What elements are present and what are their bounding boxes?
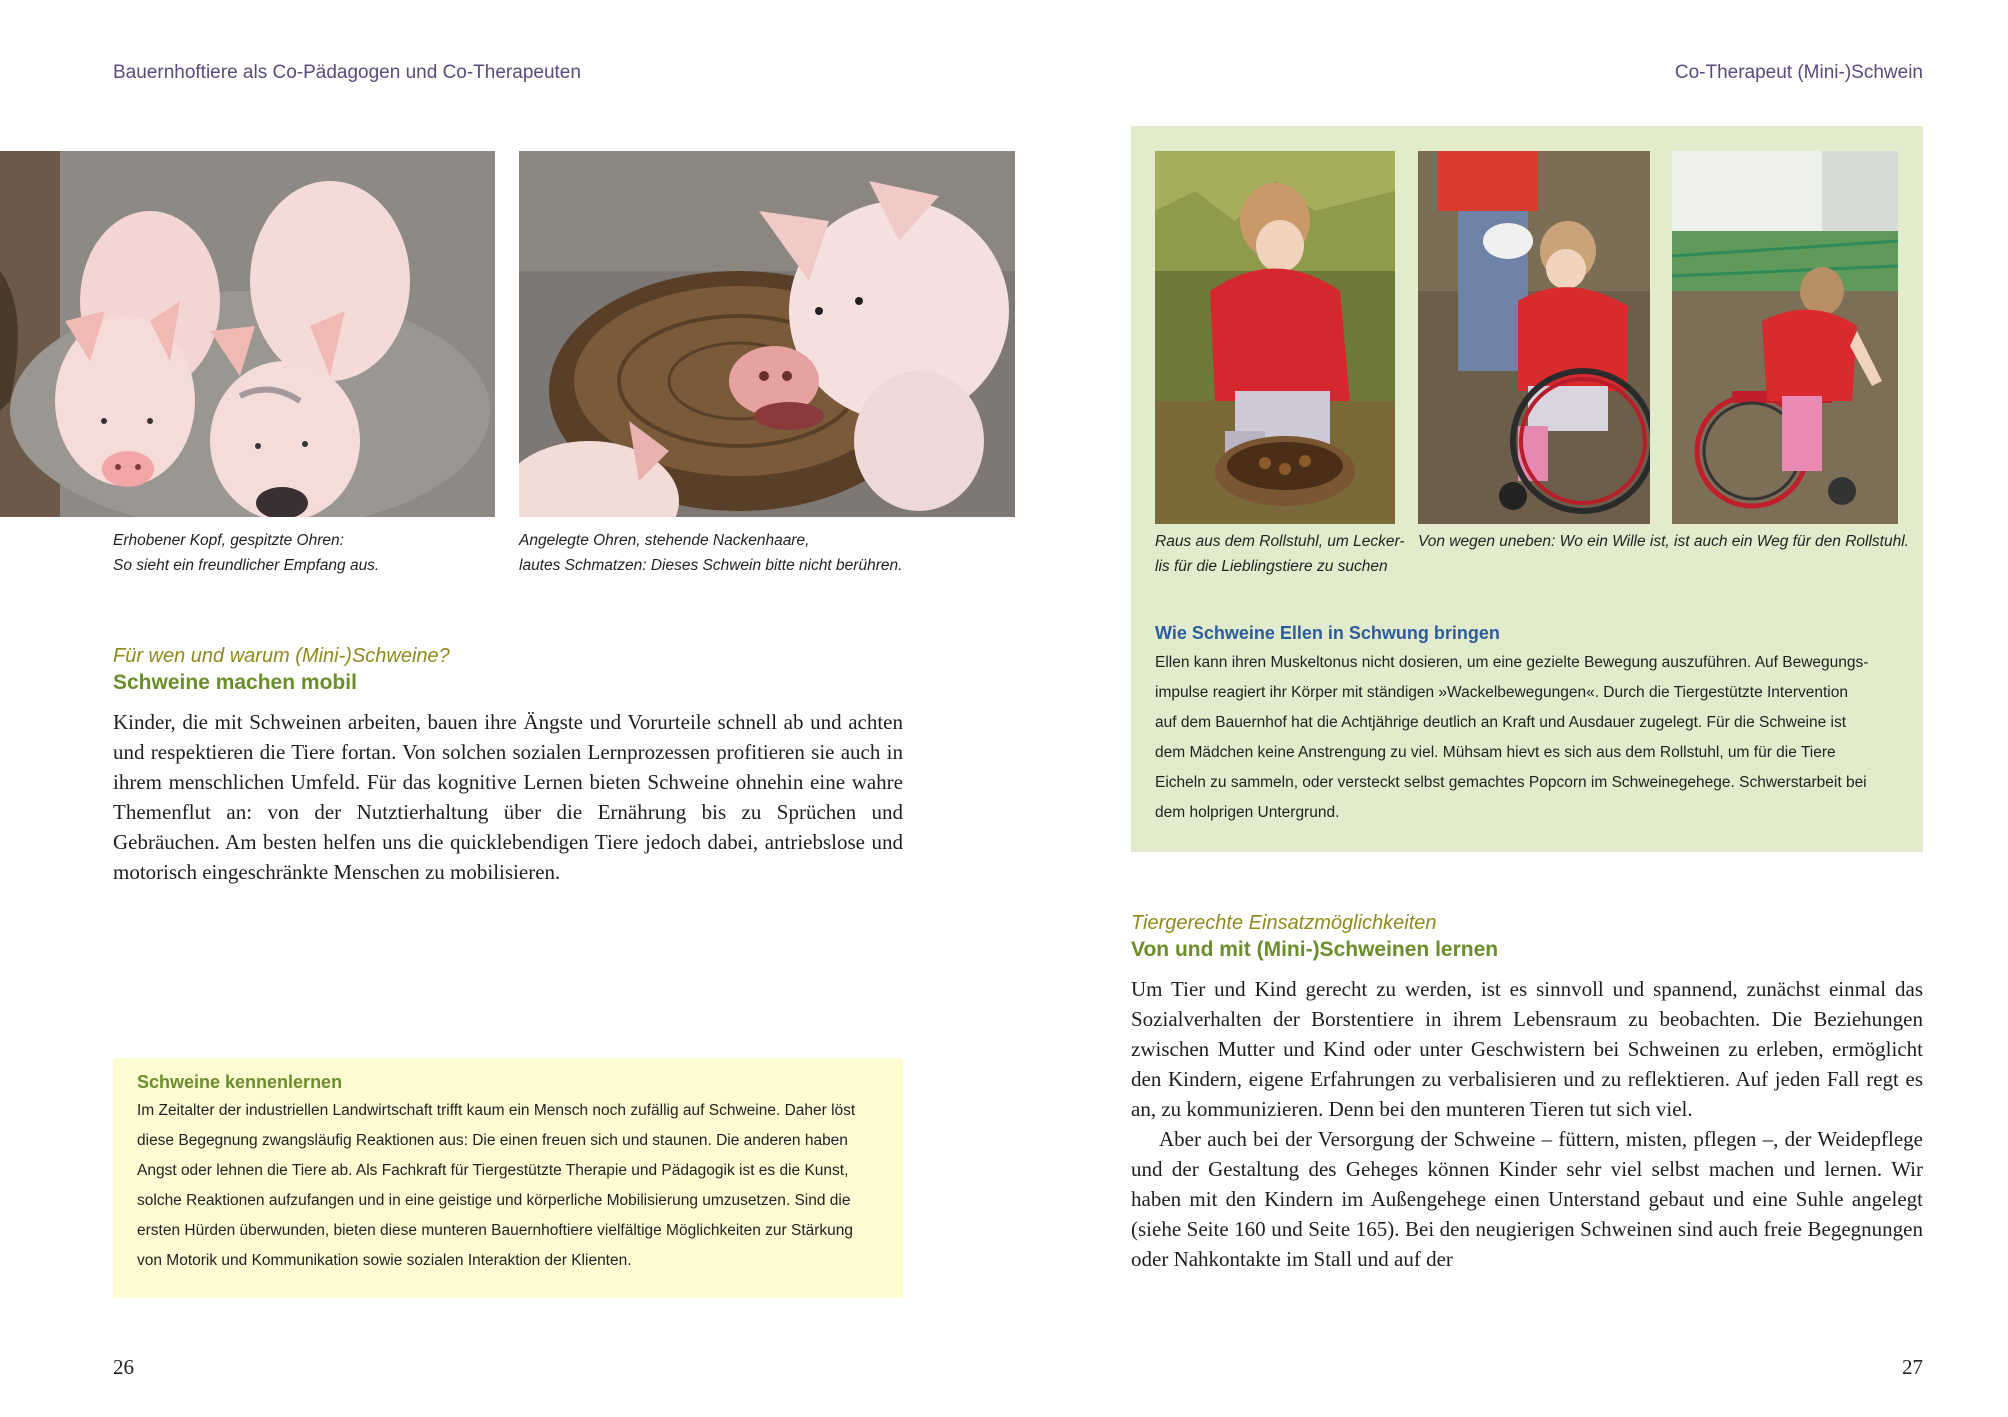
green-box-text [1155,648,1868,828]
caption-two-piglets [113,528,379,578]
info-box-line: ersten Hürden überwunden, bieten diese munteren Bauernhoftiere vielfältige Möglichkeiten zur Stärkung [137,1222,854,1239]
caption-line: lis für die Lieblingstiere zu suchen [1155,558,1388,575]
photo-two-piglets [0,151,495,517]
info-box-line: Im Zeitalter der industriellen Landwirtschaft trifft kaum ein Mensch noch zufällig auf Schweine. Daher löst [137,1102,856,1119]
green-box-line: Eicheln zu sammeln, oder versteckt selbst gemachtes Popcorn im Schweinegehege. Schwerstarbeit bei [1155,774,1867,791]
caption-line: Raus aus dem Rollstuhl, um Lecker- [1155,533,1405,550]
section-heading-right: Von und mit (Mini-)Schweinen lernen [1131,938,1499,961]
caption-line: lautes Schmatzen: Dieses Schwein bitte nicht berühren. [519,557,903,574]
caption-line: Angelegte Ohren, stehende Nackenhaare, [519,532,810,549]
section-kicker-right: Tiergerechte Einsatzmöglichkeiten [1131,912,1437,934]
page-number-left: 26 [113,1355,134,1379]
caption-girl-collecting [1155,529,1405,579]
page-number-right: 27 [1902,1355,1923,1379]
caption-wheelchair [1418,529,1909,554]
photo-girl-wheelchair-ground [1672,151,1898,524]
green-box-title: Wie Schweine Ellen in Schwung bringen [1155,623,1500,643]
section-kicker: Für wen und warum (Mini-)Schweine? [113,645,450,667]
caption-line: So sieht ein freundlicher Empfang aus. [113,557,380,574]
running-head-right: Co-Therapeut (Mini-)Schwein [1674,62,1923,83]
green-box-line: auf dem Bauernhof hat die Achtjährige deutlich an Kraft und Ausdauer zugelegt. Für die Schweine ist [1155,714,1847,731]
right-page [1004,0,2008,1417]
green-feature-box [1131,126,1923,852]
info-box-schweine-kennenlernen [113,1058,903,1298]
green-box-line: impulse reagiert ihr Körper mit ständigen »Wackelbewegungen«. Durch die Tiergestützte Intervention [1155,684,1848,701]
green-box-line: dem Mädchen keine Anstrengung zu viel. Mühsam hievt es sich aus dem Rollstuhl, um für die Tiere [1155,744,1836,761]
section-heading: Schweine machen mobil [113,671,357,694]
photo-girl-wheelchair-feeding [1418,151,1650,524]
caption-line: Erhobener Kopf, gespitzte Ohren: [113,532,344,549]
green-box-line: Ellen kann ihren Muskeltonus nicht dosieren, um eine gezielte Bewegung auszuführen. Auf Bewegungs- [1155,654,1869,671]
info-box-line: Angst oder lehnen die Tiere ab. Als Fachkraft für Tiergestützte Therapie und Pädagogik ist es die Kunst, [137,1162,849,1179]
photo-piglet-on-stump [519,151,1015,517]
info-box-line: diese Begegnung zwangsläufig Reaktionen aus: Die einen freuen sich und staunen. Die anderen haben [137,1132,848,1149]
body-text-right [1131,974,1923,1274]
body-paragraph: Aber auch bei der Versorgung der Schweine – füttern, misten, pflegen –, der Weidepflege und der Gestaltung des Geheges können Kinder sehr viel selbst machen und lernen. Wir haben mit den Kindern im Außengehege einen Unterstand gebaut und eine Suhle angelegt (siehe Seite 160 und Seite 165). Bei den neugierigen Schweinen sind auch freie Begegnungen oder Nahkontakte im Stall und auf der [1131,1127,1923,1271]
photo-girl-collecting-acorns [1155,151,1395,524]
caption-line: Von wegen uneben: Wo ein Wille ist, ist auch ein Weg für den Rollstuhl. [1418,533,1909,550]
body-paragraph: Um Tier und Kind gerecht zu werden, ist es sinnvoll und spannend, zunächst einmal das Sozialverhalten der Borstentiere in ihrem Lebensraum zu beobachten. Die Beziehungen zwischen Mutter und Kind oder unter Geschwistern bei Schweinen zu erleben, ermöglicht den Kindern, eigene Erfahrungen zu verbalisieren und zu reflektieren. Auf jeden Fall regt es an, zu kommunizieren. Denn bei den munteren Tieren tut sich viel. [1131,977,1923,1121]
running-head-left: Bauernhoftiere als Co-Pädagogen und Co-Therapeuten [113,62,581,83]
info-box-title: Schweine kennenlernen [137,1072,343,1092]
body-text-left [113,707,903,887]
body-paragraph: Kinder, die mit Schweinen arbeiten, bauen ihre Ängste und Vorurteile schnell ab und achten und respektieren die Tiere fortan. Von solchen sozialen Lernprozessen profitieren sie auch in ihrem menschlichen Umfeld. Für das kognitive Lernen bieten Schweine ohnehin eine wahre Themenflut an: von der Nutztierhaltung über die Ernährung bis zu Sprüchen und Gebräuchen. Am besten helfen uns die quicklebendigen Tiere jedoch dabei, antriebslose und motorisch eingeschränkte Menschen zu mobilisieren. [113,710,903,884]
info-box-line: solche Reaktionen aufzufangen und in eine geistige und körperliche Mobilisierung umzusetzen. Sind die [137,1192,851,1209]
info-box-line: von Motorik und Kommunikation sowie sozialen Interaktion der Klienten. [137,1252,632,1269]
green-box-line: dem holprigen Untergrund. [1155,804,1340,821]
caption-piglet-on-stump [519,528,902,578]
info-box-text [137,1096,855,1276]
